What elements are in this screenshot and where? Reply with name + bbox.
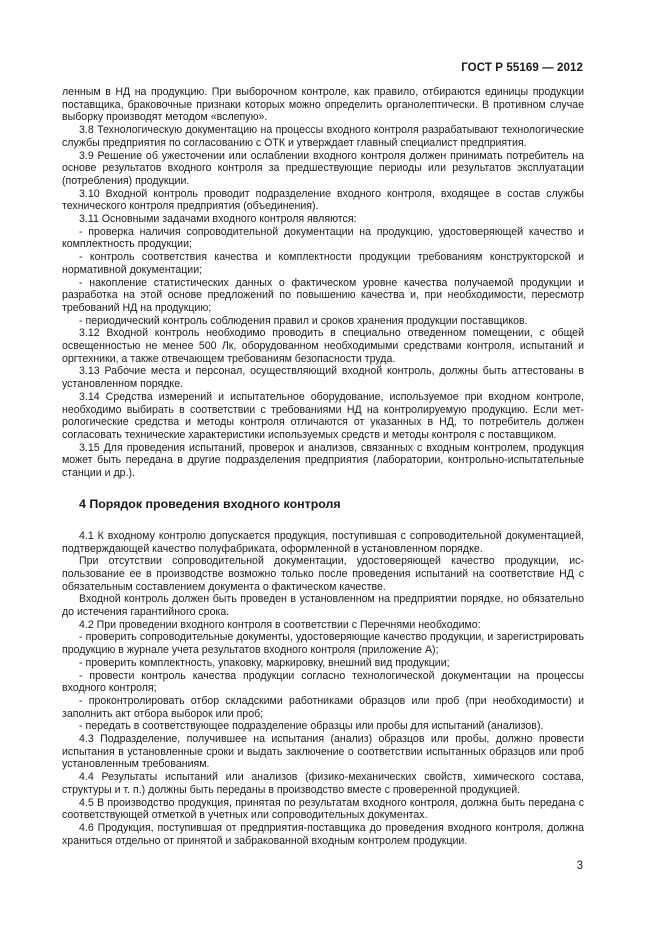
paragraph: 3.15 Для проведения испытаний, проверок и анализов, связанных с входным контролем, продукция может быть передана в другие подразделения предприятия (лаборатории, контрольно-испытательные станции и др.). bbox=[62, 441, 584, 480]
standard-header: ГОСТ Р 55169 — 2012 bbox=[461, 62, 583, 74]
paragraph: 4.6 Продукция, поступившая от предприятия-поставщика до проведения входного контроля, должна храниться отдельно от принятой и забракованной входным контролем продукции. bbox=[62, 821, 584, 847]
list-item: - проверка наличия сопроводительной документации на продукцию, удостоверяющей качество и комплектность продукции; bbox=[62, 225, 584, 251]
page-number: 3 bbox=[576, 860, 583, 872]
paragraph: 3.14 Средства измерений и испытательное оборудование, используемое при входном контроле, необходимо выбирать в соответствии с требованиями НД на контролируемую продукцию. Если метрологические средства и методы контроля отличаются от указанных в НД, то потребитель должен согласовать технические характеристики используемых средств и методы контроля с поставщиком. bbox=[62, 390, 584, 441]
paragraph: 4.1 К входному контролю допускается продукция, поступившая с сопроводительной документацией, подтверждающей качество полуфабриката, оформленной в установленном порядке. bbox=[62, 529, 584, 555]
paragraph: 3.10 Входной контроль проводит подразделение входного контроля, входящее в состав службы технического контроля предприятия (объединения). bbox=[62, 187, 584, 213]
paragraph: ленным в НД на продукцию. При выборочном контроле, как правило, отбираются единицы продукции поставщика, браковочные признаки которых можно определить органолептически. В противном случае выборку производят методом «вслепую». bbox=[62, 86, 584, 124]
section-3-continuation bbox=[62, 86, 584, 480]
paragraph: 4.3 Подразделение, получившее на испытания (анализ) образцов или пробы, должно провести испытания в установленные сроки и выдать заключение о соответствии испытанных образцов или проб установленным требованиям. bbox=[62, 733, 584, 771]
paragraph: 3.13 Рабочие места и персонал, осуществляющий входной контроль, должны быть аттестованы в установленном порядке. bbox=[62, 365, 584, 391]
list-item: - проверить сопроводительные документы, удостоверяющие качество продукции, и зарегистрировать продукцию в журнале учета результатов входного контроля (приложение А); bbox=[62, 631, 584, 657]
list-item: - накопление статистических данных о фактическом уровне качества получаемой продукции и разработка на этой основе предложений по повышению качества и, при необходимости, пересмотр требований НД на продукцию; bbox=[62, 276, 584, 314]
document-body bbox=[62, 86, 584, 847]
paragraph: Входной контроль должен быть проведен в установленном на предприятии порядке, но обязательно до истечения гарантийного срока. bbox=[62, 593, 584, 619]
paragraph: 4.5 В производство продукция, принятая по результатам входного контроля, должна быть передана с соответствующей отметкой в учетных или сопроводительных документах. bbox=[62, 796, 584, 822]
paragraph: 3.12 Входной контроль необходимо проводить в специально отведенном помещении, с общей освещенностью не менее 500 Лк, оборудованном необходимыми средствами контроля, испытаний и оргтехники, а также отвечающем требованиям безопасности труда. bbox=[62, 327, 584, 365]
list-item: - проверить комплектность, упаковку, маркировку, внешний вид продукции; bbox=[79, 656, 450, 669]
list-item: - провести контроль качества продукции согласно технологической документации на процессы входного контроля; bbox=[62, 669, 584, 695]
paragraph: При отсутствии сопроводительной документации, удостоверяющей качество продукции, использование ее в производстве возможно только после проведения испытаний на соответствие НД с обязательным составлением документа о фактическом качестве. bbox=[62, 555, 584, 593]
list-item: - проконтролировать отбор складскими работниками образцов или проб (при необходимости) и заполнить акт отбора выборок или проб; bbox=[62, 694, 584, 720]
paragraph: 3.8 Технологическую документацию на процессы входного контроля разрабатывают технологические службы предприятия по согласованию с ОТК и утверждает главный специалист предприятия. bbox=[62, 124, 584, 149]
section-title: 4 Порядок проведения входного контроля bbox=[79, 496, 341, 511]
paragraph: 4.2 При проведении входного контроля в соответствии с Перечнями необходимо: bbox=[79, 618, 481, 631]
list-item: - контроль соответствия качества и комплектности продукции требованиям конструкторской и нормативной документации; bbox=[62, 251, 584, 276]
paragraph: 4.4 Результаты испытаний или анализов (физико-механических свойств, химического состава, структуры и т. п.) должны быть переданы в производство вместе с проверенной продукцией. bbox=[62, 771, 584, 796]
paragraph: 3.9 Решение об ужесточении или ослаблении входного контроля должен принимать потребитель на основе результатов входного контроля за предшествующие периоды или результатов эксплуатации (потребления) продукции. bbox=[62, 149, 584, 187]
list-item: - передать в соответствующее подразделение образцы или пробы для испытаний (анализов). bbox=[79, 720, 544, 733]
list-item: - периодический контроль соблюдения правил и сроков хранения продукции поставщиков. bbox=[79, 314, 528, 327]
section-4 bbox=[62, 530, 584, 848]
paragraph: 3.11 Основными задачами входного контроля являются: bbox=[79, 213, 357, 226]
